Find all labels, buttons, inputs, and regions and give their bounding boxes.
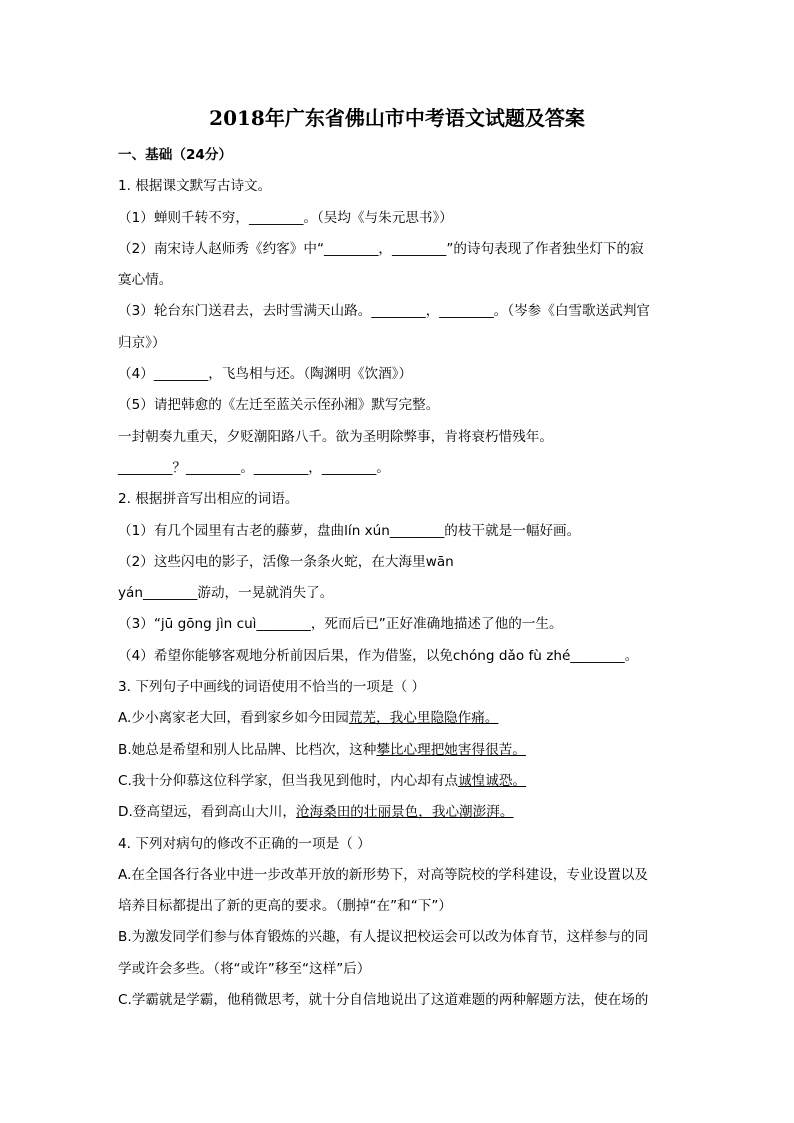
- text-line: [118, 891, 688, 922]
- text-segment: C.我十分仰慕这位科学家，但当我见到他时，内心却有点: [118, 772, 459, 789]
- underlined-phrase: 攀比心理把她害得很苦。: [376, 741, 526, 758]
- text-line: [118, 922, 688, 953]
- text-line: [118, 766, 688, 797]
- text-segment: D.登高望远，看到高山大川，: [118, 804, 296, 821]
- text-segment: （1）蝉则千转不穷，________。（吴均《与朱元思书》）: [118, 209, 453, 226]
- text-line: [118, 453, 688, 484]
- text-line: [118, 609, 688, 640]
- text-line: [118, 484, 688, 515]
- text-line: [118, 328, 688, 359]
- text-segment: B.她总是希望和别人比品牌、比档次，这种: [118, 741, 377, 758]
- text-line: [118, 578, 688, 609]
- underlined-phrase: 诚惶诚恐。: [458, 772, 527, 789]
- text-line: [118, 516, 688, 547]
- text-segment: 一、基础（24分）: [118, 147, 233, 163]
- text-line: [118, 954, 688, 985]
- text-line: [118, 422, 688, 453]
- text-segment: （4）________，飞鸟相与还。（陶渊明《饮酒》）: [118, 366, 413, 383]
- text-segment: （3）轮台东门送君去，去时雪满天山路。________，________。（岑参《白雪歌送武判官: [118, 303, 651, 320]
- text-segment: 4. 下列对病句的修改不正确的一项是（ ）: [118, 835, 371, 852]
- text-line: [118, 359, 688, 390]
- underlined-phrase: 沧海桑田的壮丽景色，我心潮澎湃。: [295, 804, 514, 821]
- text-segment: C.学霸就是学霸，他稍微思考，就十分自信地说出了这道难题的两种解题方法，使在场的: [118, 992, 649, 1009]
- text-segment: 学或许会多些。（将“或许”移至“这样”后）: [118, 960, 371, 977]
- text-line: [118, 641, 688, 672]
- text-segment: 1. 根据课文默写古诗文。: [118, 178, 272, 195]
- text-line: [118, 296, 688, 327]
- text-segment: （1）有几个园里有古老的藤萝，盘曲lín xún________的枝干就是一幅好画。: [118, 522, 581, 539]
- text-line: [118, 203, 688, 234]
- document-body: [118, 140, 688, 1016]
- text-line: [118, 390, 688, 421]
- text-line: [118, 985, 688, 1016]
- text-line: [118, 234, 688, 265]
- text-segment: （5）请把韩愈的《左迁至蓝关示侄孙湘》默写完整。: [118, 397, 440, 414]
- text-line: [118, 860, 688, 891]
- text-segment: 3. 下列句子中画线的词语使用不恰当的一项是（ ）: [118, 679, 426, 696]
- text-line: [118, 171, 688, 202]
- text-line: [118, 547, 688, 578]
- text-segment: yán________游动，一晃就消失了。: [118, 585, 334, 602]
- text-segment: （2）南宋诗人赵师秀《约客》中“________，________”的诗句表现了作者独坐灯下的寂: [118, 240, 644, 257]
- section-heading: [118, 140, 688, 171]
- text-segment: 培养目标都提出了新的更高的要求。（删掉“在”和“下”）: [118, 898, 453, 915]
- text-segment: 寞心情。: [118, 272, 173, 289]
- document-title: 2018年广东省佛山市中考语文试题及答案: [209, 106, 585, 130]
- text-line: [118, 829, 688, 860]
- text-line: [118, 703, 688, 734]
- text-segment: A.在全国各行各业中进一步改革开放的新形势下，对高等院校的学科建设，专业设置以及: [118, 866, 648, 883]
- underlined-phrase: 荒芜，我心里隐隐作痛。: [348, 710, 499, 727]
- text-segment: 2. 根据拼音写出相应的词语。: [118, 491, 299, 508]
- text-line: [118, 672, 688, 703]
- text-line: [118, 735, 688, 766]
- text-segment: （4）希望你能够客观地分析前因后果，作为借鉴，以免chóng dǎo fù zhé________。: [118, 647, 639, 664]
- text-segment: ________？________。________，________。: [118, 459, 390, 476]
- text-line: [118, 265, 688, 296]
- text-segment: （2）这些闪电的影子，活像一条条火蛇，在大海里wān: [118, 553, 454, 570]
- text-segment: 一封朝奏九重天，夕贬潮阳路八千。欲为圣明除弊事，肯将衰朽惜残年。: [118, 428, 553, 445]
- text-segment: B.为激发同学们参与体育锻炼的兴趣，有人提议把校运会可以改为体育节，这样参与的同: [118, 929, 649, 946]
- text-segment: A.少小离家老大回，看到家乡如今田园: [118, 710, 349, 727]
- text-segment: （3）“jū gōng jìn cuì________，死而后已”正好准确地描述了他的一生。: [118, 616, 563, 633]
- text-segment: 归京》）: [118, 334, 166, 351]
- text-line: [118, 797, 688, 828]
